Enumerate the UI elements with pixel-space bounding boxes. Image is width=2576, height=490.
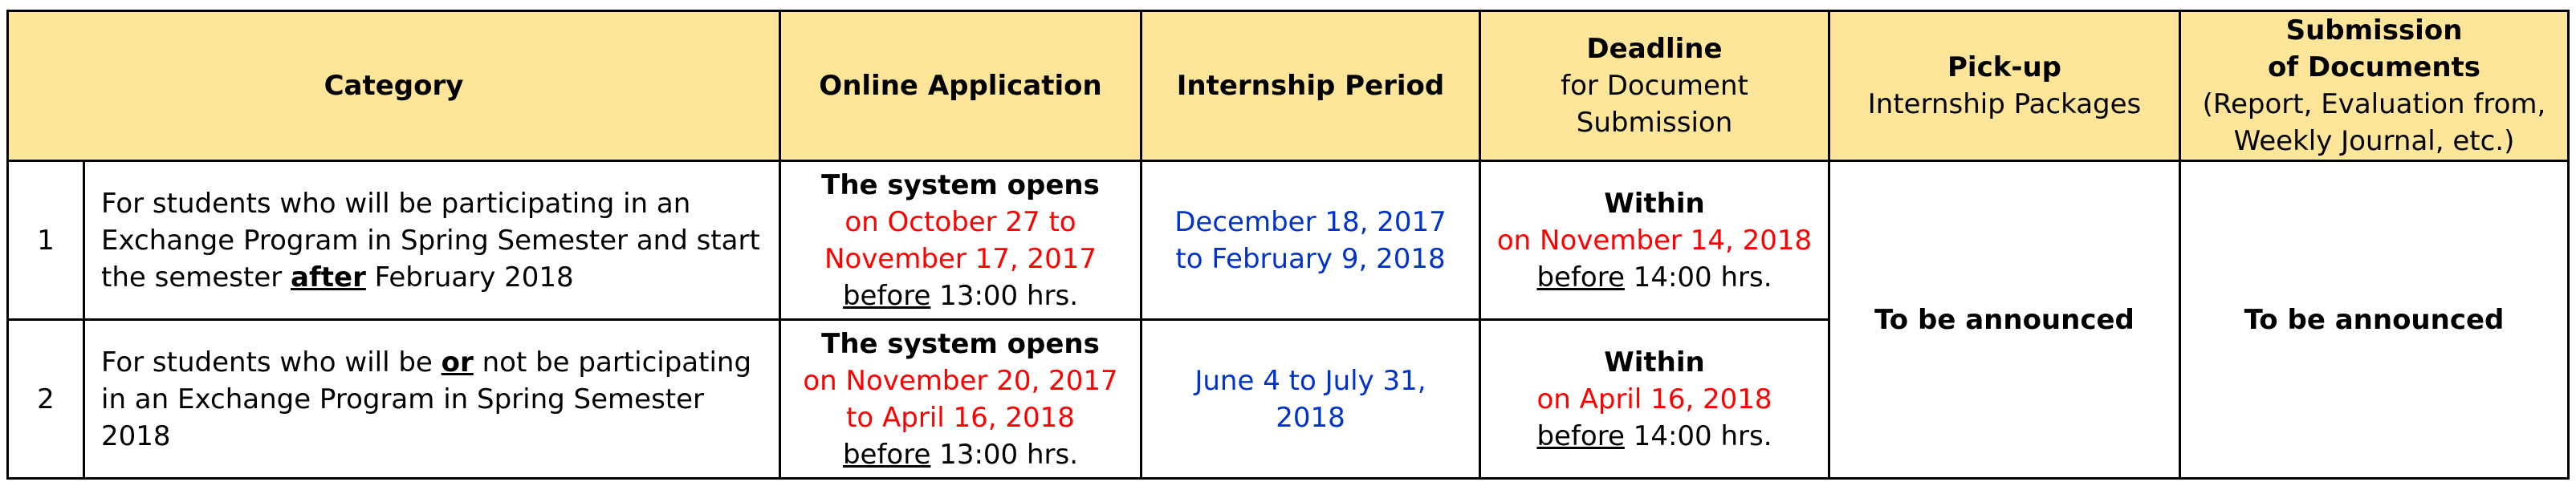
header-submission (2180, 11, 2569, 161)
header-pickup-sub: Internship Packages (1867, 88, 2142, 120)
online-application-cell (780, 161, 1141, 320)
submission-cell (2180, 161, 2569, 479)
deadline-time-line (1489, 259, 1820, 296)
before-text: before (1536, 419, 1625, 452)
category-emphasis: after (291, 261, 366, 294)
period-line: to February 9, 2018 (1175, 242, 1446, 275)
before-text: before (842, 438, 931, 471)
internship-period-cell (1141, 320, 1480, 479)
category-text: February 2018 (365, 261, 574, 294)
category-text: not be participating (473, 346, 752, 379)
deadline-cell (1480, 161, 1829, 320)
category-emphasis: or (441, 346, 474, 379)
header-submission-sub2: Weekly Journal, etc.) (2233, 125, 2515, 157)
period-line: June 4 to July 31, (1194, 364, 1426, 397)
deadline-title: Within (1604, 187, 1705, 220)
before-text: before (1536, 261, 1625, 294)
header-row (8, 11, 2569, 161)
submission-status: To be announced (2244, 303, 2505, 336)
category-line: in an Exchange Program in Spring Semester (101, 383, 705, 415)
pickup-cell (1829, 161, 2180, 479)
row-category (84, 161, 780, 320)
deadline-cell (1480, 320, 1829, 479)
online-date-line: to April 16, 2018 (846, 401, 1075, 434)
deadline-title: Within (1604, 346, 1705, 379)
category-line: 2018 (101, 419, 171, 452)
header-deadline-sub: for Document Submission (1561, 70, 1748, 139)
before-text: before (842, 279, 931, 312)
header-period-label: Internship Period (1176, 70, 1445, 102)
deadline-date: on April 16, 2018 (1536, 383, 1772, 415)
online-time-line (789, 277, 1132, 314)
row-category (84, 320, 780, 479)
header-pickup-title: Pick-up (1947, 51, 2061, 83)
header-category (8, 11, 780, 161)
header-submission-title1: Submission (2285, 14, 2463, 47)
category-line (101, 344, 771, 381)
deadline-date: on November 14, 2018 (1496, 224, 1813, 257)
header-category-label: Category (324, 70, 464, 102)
header-deadline-title: Deadline (1586, 33, 1723, 65)
category-line: Exchange Program in Spring Semester and start (101, 224, 760, 257)
time-text: 14:00 hrs. (1624, 419, 1772, 452)
deadline-time-line (1489, 418, 1820, 455)
category-text: the semester (101, 261, 291, 294)
category-line (101, 259, 771, 296)
header-internship-period (1141, 11, 1480, 161)
header-pickup (1829, 11, 2180, 161)
time-text: 14:00 hrs. (1624, 261, 1772, 294)
time-text: 13:00 hrs. (930, 438, 1079, 471)
category-line: For students who will be participating in an (101, 187, 691, 220)
time-text: 13:00 hrs. (930, 279, 1079, 312)
header-online-application (780, 11, 1141, 161)
online-time-line (789, 436, 1132, 473)
online-date-line: on October 27 to (844, 205, 1076, 238)
online-title: The system opens (821, 327, 1100, 360)
header-online-label: Online Application (819, 70, 1102, 102)
row-number: 2 (8, 320, 84, 479)
online-application-cell (780, 320, 1141, 479)
header-deadline (1480, 11, 1829, 161)
internship-period-cell (1141, 161, 1480, 320)
pickup-status: To be announced (1874, 303, 2134, 336)
header-submission-title2: of Documents (2267, 51, 2481, 83)
online-date-line: on November 20, 2017 (803, 364, 1118, 397)
row-number: 1 (8, 161, 84, 320)
header-submission-sub1: (Report, Evaluation from, (2202, 88, 2546, 120)
period-line: 2018 (1276, 401, 1345, 434)
schedule-table (6, 10, 2570, 480)
online-date-line: November 17, 2017 (824, 242, 1097, 275)
category-text: For students who will be (101, 346, 442, 379)
period-line: December 18, 2017 (1174, 205, 1447, 238)
online-title: The system opens (821, 168, 1100, 201)
table-row (8, 161, 2569, 320)
